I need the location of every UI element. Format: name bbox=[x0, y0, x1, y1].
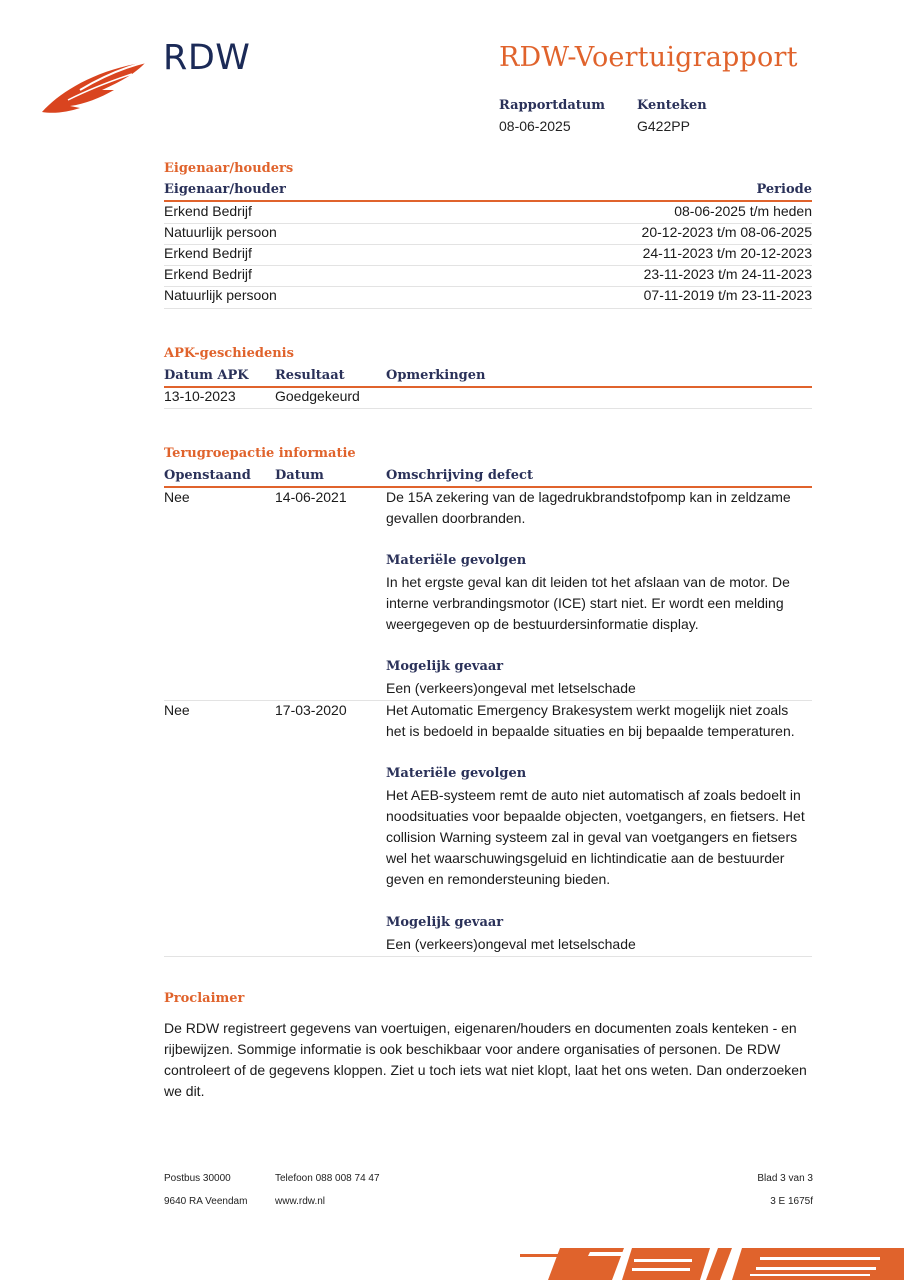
apk-col-date: Datum APK bbox=[164, 368, 249, 383]
report-date-value: 08-06-2025 bbox=[499, 118, 571, 134]
owners-col-owner: Eigenaar/houder bbox=[164, 182, 286, 197]
row-divider bbox=[164, 956, 812, 957]
consequences-text: wel het waarschuwingsgeluid en lichtindicatie aan de bestuurder bbox=[386, 850, 785, 866]
consequences-text: noodsituaties voor bepaalde objecten, voetgangers, en fietsers. Het bbox=[386, 808, 805, 824]
proclaimer-title: Proclaimer bbox=[164, 991, 245, 1006]
recall-open-cell: Nee bbox=[164, 702, 190, 718]
apk-col-remarks: Opmerkingen bbox=[386, 368, 486, 383]
row-divider bbox=[164, 408, 812, 409]
owner-cell: Erkend Bedrijf bbox=[164, 245, 252, 261]
logo-text: RDW bbox=[163, 38, 251, 78]
recall-description: het is bedoeld in bepaalde situaties en bij bepaalde temperaturen. bbox=[386, 723, 795, 739]
footer-phone: Telefoon 088 008 74 47 bbox=[275, 1173, 380, 1184]
footer-page-number: Blad 3 van 3 bbox=[757, 1173, 813, 1184]
danger-text: Een (verkeers)ongeval met letselschade bbox=[386, 680, 636, 696]
danger-label: Mogelijk gevaar bbox=[386, 659, 504, 674]
consequences-label: Materiële gevolgen bbox=[386, 766, 527, 781]
apk-result-cell: Goedgekeurd bbox=[275, 388, 360, 404]
owner-cell: Erkend Bedrijf bbox=[164, 203, 252, 219]
proclaimer-text: controleert of de gegevens kloppen. Ziet u toch iets wat niet klopt, laat het ons weten. Dan onderzoeken bbox=[164, 1062, 807, 1078]
footer-website[interactable]: www.rdw.nl bbox=[275, 1196, 326, 1207]
footer-doc-code: 3 E 1675f bbox=[770, 1196, 813, 1207]
danger-text: Een (verkeers)ongeval met letselschade bbox=[386, 936, 636, 952]
apk-header-divider bbox=[164, 386, 812, 388]
period-cell: 20-12-2023 t/m 08-06-2025 bbox=[641, 224, 812, 240]
recall-col-date: Datum bbox=[275, 468, 324, 483]
danger-label: Mogelijk gevaar bbox=[386, 915, 504, 930]
recall-col-open: Openstaand bbox=[164, 468, 251, 483]
recall-description: De 15A zekering van de lagedrukbrandstofpomp kan in zeldzame bbox=[386, 489, 791, 505]
apk-date-cell: 13-10-2023 bbox=[164, 388, 236, 404]
consequences-text: geven en remondersteuning bieden. bbox=[386, 871, 611, 887]
owner-cell: Natuurlijk persoon bbox=[164, 224, 277, 240]
consequences-text: interne verbrandingsmotor (ICE) start niet. Er wordt een melding bbox=[386, 595, 784, 611]
recall-section-title: Terugroepactie informatie bbox=[164, 446, 356, 461]
consequences-text: Het AEB-systeem remt de auto niet automatisch af zoals bedoelt in bbox=[386, 787, 801, 803]
proclaimer-text: rijbewijzen. Sommige informatie is ook beschikbaar voor andere organisaties of personen. De RDW bbox=[164, 1041, 781, 1057]
owners-col-period: Periode bbox=[756, 182, 812, 197]
period-cell: 08-06-2025 t/m heden bbox=[674, 203, 812, 219]
consequences-label: Materiële gevolgen bbox=[386, 553, 527, 568]
consequences-text: In het ergste geval kan dit leiden tot het afslaan van de motor. De bbox=[386, 574, 790, 590]
period-cell: 24-11-2023 t/m 20-12-2023 bbox=[642, 245, 812, 261]
recall-date-cell: 14-06-2021 bbox=[275, 489, 347, 505]
recall-col-desc: Omschrijving defect bbox=[386, 468, 533, 483]
period-cell: 07-11-2019 t/m 23-11-2023 bbox=[643, 287, 812, 303]
report-title: RDW-Voertuigrapport bbox=[499, 42, 798, 73]
decorative-stripes-icon bbox=[520, 1244, 904, 1280]
proclaimer-text: we dit. bbox=[164, 1083, 205, 1099]
row-divider bbox=[164, 308, 812, 309]
report-date-label: Rapportdatum bbox=[499, 98, 605, 113]
recall-date-cell: 17-03-2020 bbox=[275, 702, 347, 718]
proclaimer-text: De RDW registreert gegevens van voertuigen, eigenaren/houders en documenten zoals kenteken - en bbox=[164, 1020, 797, 1036]
footer-postbus: Postbus 30000 bbox=[164, 1173, 231, 1184]
apk-section-title: APK-geschiedenis bbox=[164, 346, 294, 361]
recall-open-cell: Nee bbox=[164, 489, 190, 505]
recall-description: Het Automatic Emergency Brakesystem werkt mogelijk niet zoals bbox=[386, 702, 789, 718]
period-cell: 23-11-2023 t/m 24-11-2023 bbox=[643, 266, 812, 282]
license-plate-label: Kenteken bbox=[637, 98, 707, 113]
rdw-logo-icon bbox=[40, 52, 150, 116]
license-plate-value: G422PP bbox=[637, 118, 690, 134]
consequences-text: collision Warning systeem zal in geval van voetgangers en fietsers bbox=[386, 829, 798, 845]
apk-col-result: Resultaat bbox=[275, 368, 345, 383]
owners-section-title: Eigenaar/houders bbox=[164, 161, 294, 176]
recall-description: gevallen doorbranden. bbox=[386, 510, 526, 526]
footer-city: 9640 RA Veendam bbox=[164, 1196, 248, 1207]
owner-cell: Natuurlijk persoon bbox=[164, 287, 277, 303]
owner-cell: Erkend Bedrijf bbox=[164, 266, 252, 282]
consequences-text: weergegeven op de bestuurdersinformatie display. bbox=[386, 616, 699, 632]
